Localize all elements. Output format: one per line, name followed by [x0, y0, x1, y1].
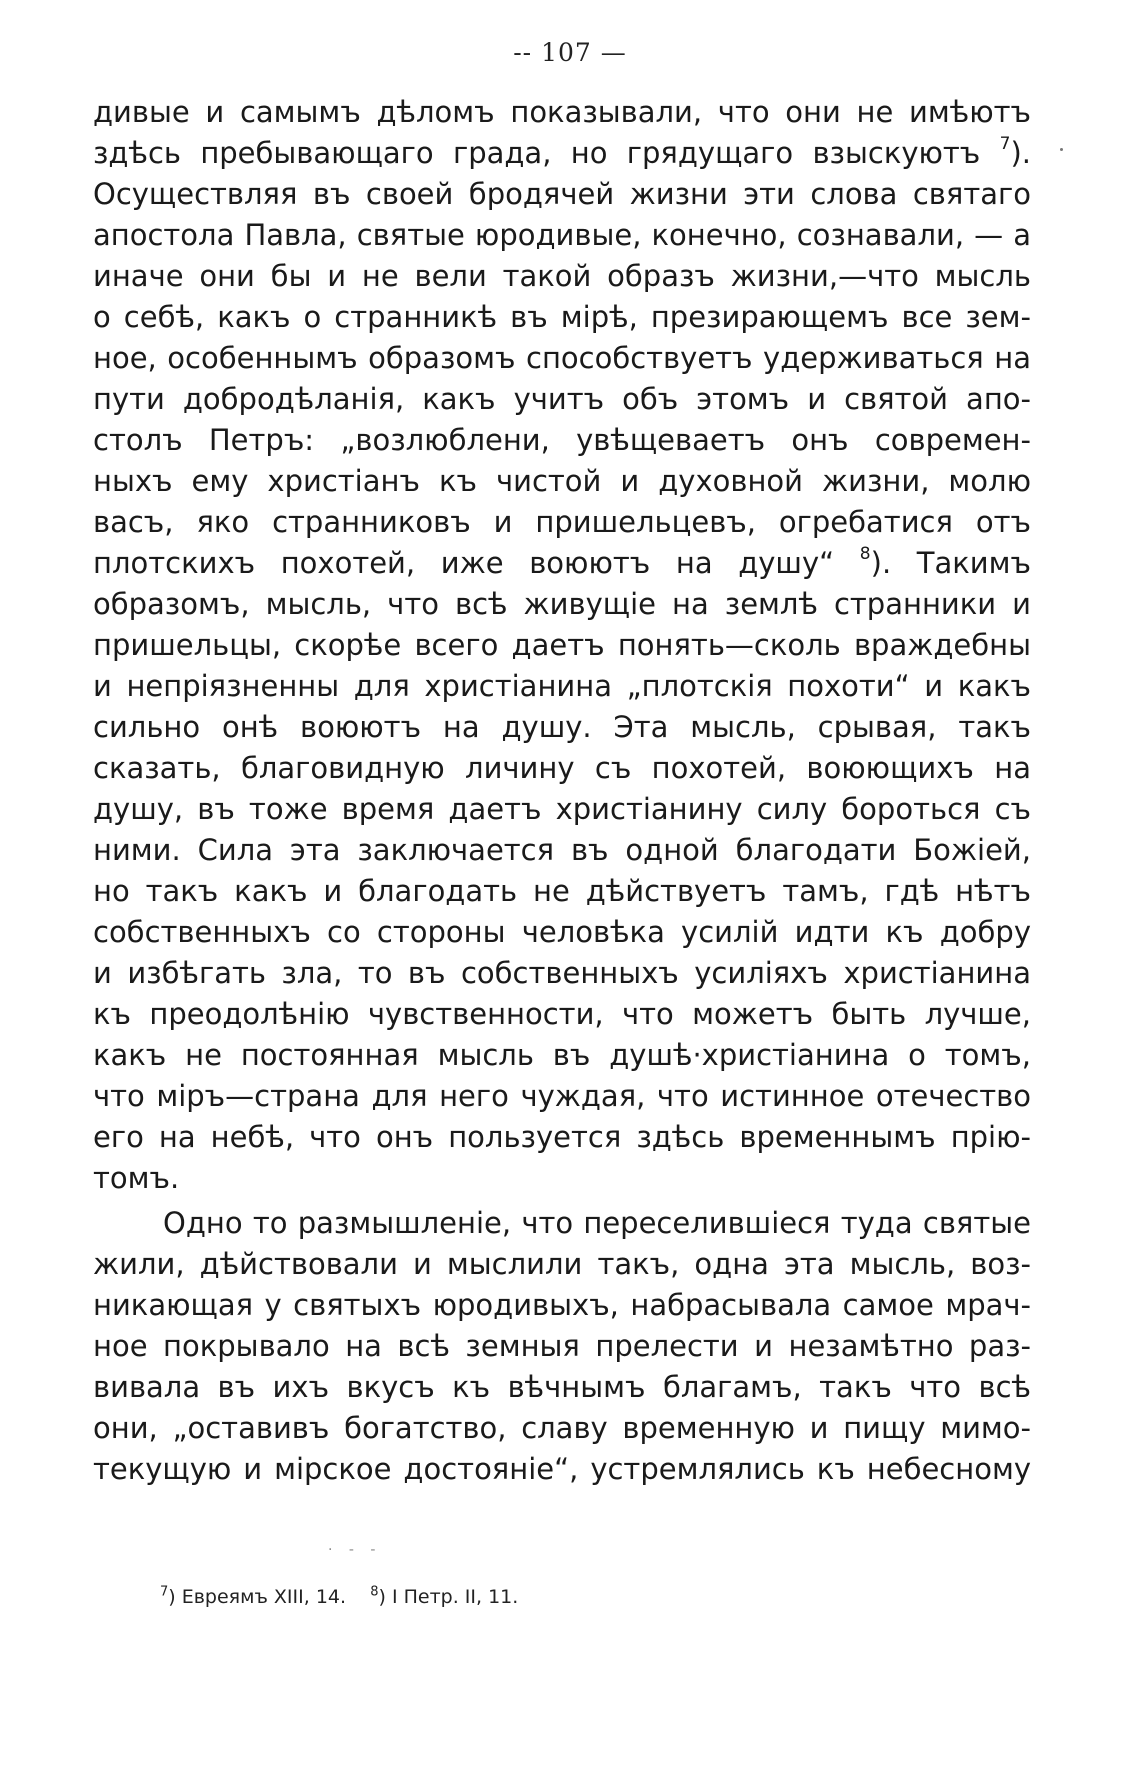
text-line: сильно онѣ воюютъ на душу. Эта мысль, срывая, такъ	[93, 710, 1031, 744]
text-line: пришельцы, скорѣе всего даетъ понять—сколь враждебны	[93, 628, 1031, 662]
body-text	[93, 92, 1031, 1490]
text-line: Осуществляя въ своей бродячей жизни эти слова святаго	[93, 177, 1031, 211]
footnote-7: $^7$) Евреямъ XIII, 14.	[160, 1584, 347, 1608]
text-line: дивые и самымъ дѣломъ показывали, что они не имѣютъ	[93, 95, 1031, 129]
text-line: ное покрывало на всѣ земныя прелести и незамѣтно раз-	[93, 1329, 1031, 1363]
text-line: ныхъ ему христіанъ къ чистой и духовной жизни, молю	[93, 464, 1031, 498]
text-line: никающая у святыхъ юродивыхъ, набрасывала самое мрач-	[93, 1288, 1031, 1322]
text-line: томъ.	[93, 1161, 180, 1195]
footnote-marker-7: 7	[999, 134, 1011, 155]
text-line: его на небѣ, что онъ пользуется здѣсь временнымъ прію-	[93, 1120, 1031, 1154]
text-line: вивала въ ихъ вкусъ къ вѣчнымъ благамъ, такъ что всѣ	[93, 1370, 1031, 1404]
text-line: иначе они бы и не вели такой образъ жизни,—что мысль	[93, 259, 1031, 293]
footnotes	[160, 1586, 518, 1608]
text-line: и избѣгать зла, то въ собственныхъ усиліяхъ христіанина	[93, 956, 1031, 990]
text-line: столъ Петръ: „возлюблени, увѣщеваетъ онъ современ-	[93, 423, 1031, 457]
margin-dot	[1060, 148, 1063, 151]
text-line: ное, особеннымъ образомъ способствуетъ удерживаться на	[93, 341, 1031, 375]
text-line: образомъ, мысль, что всѣ живущіе на землѣ странники и	[93, 587, 1031, 621]
text-line: плотскихъ похотей, иже воюютъ на душу“ $^8$). Такимъ	[93, 544, 1031, 580]
footnote-marker-8: 8	[859, 544, 871, 565]
text-line: душу, въ тоже время даетъ христіанину силу бороться съ	[93, 792, 1031, 826]
text-line: къ преодолѣнію чувственности, что можетъ быть лучше,	[93, 997, 1031, 1031]
text-line: ними. Сила эта заключается въ одной благодати Божіей,	[93, 833, 1031, 867]
text-line: что міръ—страна для него чуждая, что истинное отечество	[93, 1079, 1031, 1113]
text-line: пути добродѣланія, какъ учитъ объ этомъ и святой апо-	[93, 382, 1031, 416]
text-line: васъ, яко странниковъ и пришельцевъ, огребатися отъ	[93, 505, 1031, 539]
divider-dots: · - -	[328, 1542, 382, 1558]
footnote-8: $^8$) I Петр. II, 11.	[370, 1584, 519, 1608]
text-line: но такъ какъ и благодать не дѣйствуетъ тамъ, гдѣ нѣтъ	[93, 874, 1031, 908]
text-line: текущую и мірское достояніе“, устремлялись къ небесному	[93, 1452, 1031, 1486]
text-line: здѣсь пребывающаго града, но грядущаго взыскуютъ $^7$).	[93, 134, 1031, 170]
text-line: какъ не постоянная мысль въ душѣ·христіанина о томъ,	[93, 1038, 1031, 1072]
page-number: -- 107 —	[513, 38, 627, 67]
text-line: сказать, благовидную личину съ похотей, воюющихъ на	[93, 751, 1031, 785]
text-line: и непріязненны для христіанина „плотскія похоти“ и какъ	[93, 669, 1031, 703]
text-line: собственныхъ со стороны человѣка усилій идти къ добру	[93, 915, 1031, 949]
text-line: о себѣ, какъ о странникѣ въ мірѣ, презирающемъ все зем-	[93, 300, 1031, 334]
text-line: Одно то размышленіе, что переселившіеся туда святые	[163, 1206, 1031, 1240]
text-line: апостола Павла, святые юродивые, конечно, сознавали, — а	[93, 218, 1031, 252]
text-line: жили, дѣйствовали и мыслили такъ, одна эта мысль, воз-	[93, 1247, 1031, 1281]
text-line: они, „оставивъ богатство, славу временную и пищу мимо-	[93, 1411, 1031, 1445]
